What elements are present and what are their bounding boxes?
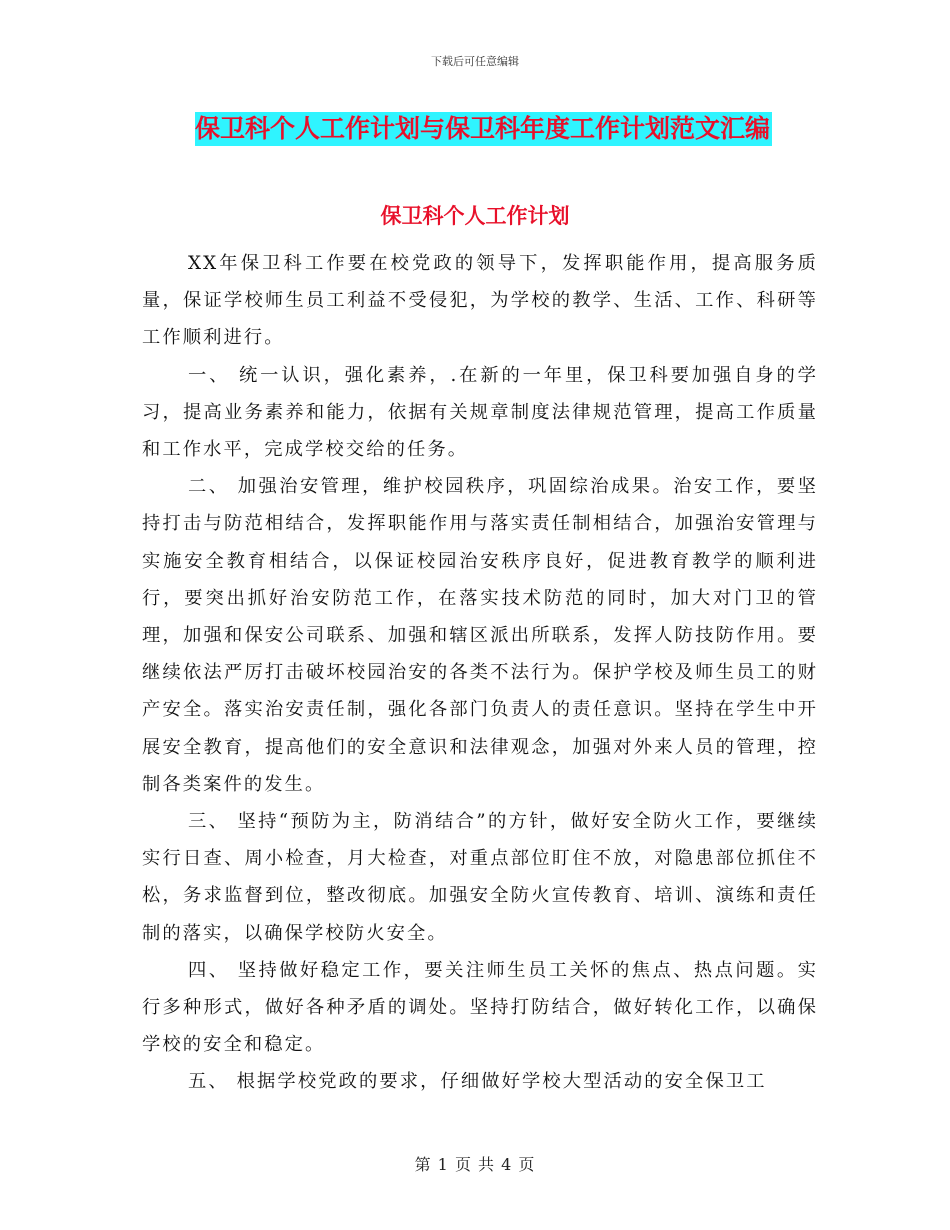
paragraph-item-4: 四、 坚持做好稳定工作，要关注师生员工关怀的焦点、热点问题。实行多种形式，做好各种矛盾的调处。坚持打防结合，做好转化工作，以确保学校的安全和稳定。 (142, 959, 818, 1056)
paragraph-item-1: 一、 统一认识，强化素养，.在新的一年里，保卫科要加强自身的学习，提高业务素养和能力，依据有关规章制度法律规范管理，提高工作质量和工作水平，完成学校交给的任务。 (142, 364, 818, 461)
paragraph-item-2: 二、 加强治安管理，维护校园秩序，巩固综治成果。治安工作，要坚持打击与防范相结合，发挥职能作用与落实责任制相结合，加强治安管理与实施安全教育相结合，以保证校园治安秩序良好，促进教育教学的顺利进行，要突出抓好治安防范工作，在落实技术防范的同时，加大对门卫的管理，加强和保安公司联系、加强和辖区派出所联系，发挥人防技防作用。要继续依法严厉打击破坏校园治安的各类不法行为。保护学校及师生员工的财产安全。落实治安责任制，强化各部门负责人的责任意识。坚持在学生中开展安全教育，提高他们的安全意识和法律观念，加强对外来人员的管理，控制各类案件的发生。 (142, 476, 818, 795)
document-main-title: 保卫科个人工作计划与保卫科年度工作计划范文汇编 (195, 112, 772, 146)
section-title: 保卫科个人工作计划 (380, 204, 570, 228)
paragraph-item-3: 三、 坚持“预防为主，防消结合”的方针，做好安全防火工作，要继续实行日查、周小检查，月大检查，对重点部位盯住不放，对隐患部位抓住不松，务求监督到位，整改彻底。加强安全防火宣传教育、培训、演练和责任制的落实，以确保学校防火安全。 (142, 811, 818, 944)
header-note: 下载后可任意编辑 (431, 55, 519, 68)
paragraph-item-5: 五、 根据学校党政的要求，仔细做好学校大型活动的安全保卫工 (188, 1071, 767, 1093)
paragraph-intro: XX年保卫科工作要在校党政的领导下，发挥职能作用，提高服务质量，保证学校师生员工利益不受侵犯，为学校的教学、生活、工作、科研等工作顺利进行。 (142, 253, 818, 349)
document-body (142, 245, 818, 1101)
page-number-footer: 第 1 页 共 4 页 (414, 1155, 536, 1174)
